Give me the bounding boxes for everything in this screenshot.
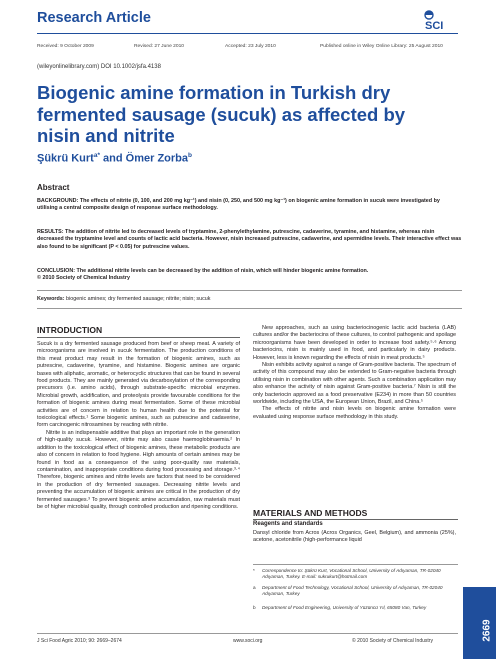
reagents-subheading: Reagents and standards — [253, 521, 323, 527]
introduction-heading: INTRODUCTION — [37, 325, 103, 335]
revised-date: Revised: 27 June 2010 — [134, 44, 185, 49]
footnote-text: Correspondence to: Şükrü Kurt, Vocational School, University of Adıyaman, TR-02040 Adıyaman, Turkey. E-mail: sukrukurt@hotmail.com — [262, 568, 441, 579]
keywords — [37, 296, 210, 302]
author-2: Ömer Zorba — [125, 152, 189, 165]
abstract-copyright: © 2010 Society of Chemical Industry — [37, 275, 130, 282]
footnote-mark: b — [253, 605, 256, 610]
abstract-heading: Abstract — [37, 183, 70, 192]
accepted-date: Accepted: 23 July 2010 — [225, 44, 276, 49]
methods-rule — [253, 519, 458, 520]
footer-citation: J Sci Food Agric 2010; 90: 2669–2674 — [37, 638, 122, 644]
footnote-affiliation-b — [253, 605, 453, 611]
author-1: Şükrü Kurt — [37, 152, 94, 165]
footnote-text: Department of Food Technology, Vocational School, University of Adıyaman, TR-02040 Adıyaman, Turkey — [262, 585, 443, 596]
intro-paragraph-1: Sucuk is a dry fermented sausage produced from beef or sheep meat. A variety of microorganisms are involved in sucuk fermentation. The production conditions of this meat product may result in the formation of biogenic amines, such as putrescine, cadaverine, tyramine, and histamine. Biogenic amines are organic bases with aliphatic, aromatic, or heterocyclic structures that can be found in several food products. They are mainly generated via decarboxylation of the corresponding precursors (i.e. amino acids), through substrate-specific microbial enzymes. Microbial growth, acidification, and proteolysis provide favourable conditions for the formation of biogenic amines during meat fermentation. Some of these microbial activities are of concern in relation to human health due to the potential for toxicological effects.¹ Some biogenic amines, such as putrescine and cadaverine, form carcinogenic nitrosamines by reacting with nitrite. — [37, 341, 240, 429]
section-label: Research Article — [37, 10, 151, 26]
abstract-background — [37, 198, 462, 213]
abstract-conclusion — [37, 268, 462, 283]
footer-rule — [37, 633, 458, 634]
intro-paragraph-2: Nitrite is an indispensable additive that plays an important role in the generation of high-quality sucuk. However, nitrite may also cause haemoglobinaemia.² In addition to the toxicological effect of biogenic amines, these metabolic products are also of concern in relation to food hygiene. High amounts of certain amines may be found in food as a consequence of the using poor-quality raw materials, contamination, and inappropriate conditions during food processing and storage.³·⁴ Therefore, biogenic amines and nitrite levels are factors that need to be considered in the production of dry fermented sausages. Decreasing nitrite levels and preventing the accumulation of biogenic amines are critical in the production of dry fermented sausages.³ To prevent biogenic amine accumulation, raw materials must be of higher microbial quality, through controlled production and ripening conditions. — [37, 429, 240, 510]
author-1-affiliation: a* — [93, 152, 100, 159]
footer-site: www.soci.org — [233, 638, 263, 644]
footnote-rule — [253, 564, 458, 565]
background-label: BACKGROUND: — [37, 198, 79, 204]
abstract-rule-bottom — [37, 308, 462, 309]
intro-paragraph-5: The effects of nitrite and nisin levels on biogenic amine formation were evaluated using response surface methodology in this study. — [253, 406, 456, 420]
introduction-right-column — [253, 325, 456, 421]
conclusion-text: The additional nitrite levels can be decreased by the addition of nisin, which will hinder biogenic amine formation. — [75, 268, 369, 274]
footnote-mark: * — [253, 568, 255, 573]
footnote-affiliation-a — [253, 585, 453, 597]
doi: (wileyonlinelibrary.com) DOI 10.1002/jsfa.4138 — [37, 64, 161, 70]
page-number: 2669 — [481, 619, 493, 642]
introduction-left-column — [37, 341, 240, 511]
author-conjunction: and — [100, 152, 126, 165]
methods-paragraph-1: Dansyl chloride from Acros (Acros Organics, Geel, Belgium), and ammonia (25%), acetone, acetonitrile (high-performance liquid — [253, 530, 456, 544]
header-rule — [37, 33, 458, 34]
authors — [37, 152, 192, 165]
abstract-results — [37, 229, 462, 251]
keywords-text: biogenic amines; dry fermented sausage; nitrite; nisin; sucuk — [64, 296, 211, 302]
sci-logo — [419, 9, 459, 31]
intro-paragraph-3: New approaches, such as using bacteriocinogenic lactic acid bacteria (LAB) cultures and/or the bacteriocins of these cultures, to control pathogenic and spoilage microorganisms have been developed in order to increase food safety.⁵·⁶ Among bacteriocins, nisin is mainly used in food, and particularly in dairy products. However, less is known regarding the effects of nisin in meat products.⁵ — [253, 325, 456, 361]
published-date: Published online in Wiley Online Library: 25 August 2010 — [320, 44, 443, 49]
methods-heading: MATERIALS AND METHODS — [253, 508, 368, 518]
intro-paragraph-4: Nisin exhibits activity against a range of Gram-positive bacteria. The spectrum of activity of this compound may also be extended to Gram-negative bacteria through utilising nisin in combination with other agents. Such a combination application may also enhance the activity of nisin against Gram-positive bacteria.⁷ Nisin is still the only bacteriocin approved as a food preservative (E234) in more than 50 countries worldwide, including the USA, the European Union, Brazil, and China.⁵ — [253, 362, 456, 406]
results-text: The addition of nitrite led to decreased levels of tryptamine, 2-phenylethylamine, putrescine, cadaverine, tyramine, and histamine, whereas nisin decreased the tryptamine level and counts of lactic acid bacteria. However, nisin increased putrescine, cadaverine, and spermidine levels. Their interactive effect was also found to be significant (P < 0.05) for putrescine values. — [37, 229, 462, 250]
footnote-mark: a — [253, 585, 256, 590]
paper-title: Biogenic amine formation in Turkish dry fermented sausage (sucuk) as affected by nisin and nitrite — [37, 82, 406, 146]
author-2-affiliation: b — [188, 152, 193, 159]
conclusion-label: CONCLUSION: — [37, 268, 76, 274]
results-label: RESULTS: — [37, 229, 64, 235]
abstract-rule-top — [37, 290, 462, 291]
received-date: Received: 9 October 2009 — [37, 44, 94, 49]
background-text: The effects of nitrite (0, 100, and 200 mg kg⁻¹) and nisin (0, 250, and 500 mg kg⁻¹) on biogenic amine formation in sucuk were investigated by utilising a central composite design of response surface methodology. — [37, 198, 440, 212]
footer-copyright: © 2010 Society of Chemical Industry — [352, 638, 433, 644]
keywords-label: Keywords: — [37, 296, 65, 302]
methods-text — [253, 530, 456, 545]
footnote-correspondence — [253, 568, 453, 580]
sci-logo-text: SCI — [425, 20, 444, 31]
footnote-text: Department of Food Engineering, University of Yüzüncü Yıl, 65080 Van, Turkey — [262, 605, 427, 610]
introduction-rule — [37, 337, 240, 338]
